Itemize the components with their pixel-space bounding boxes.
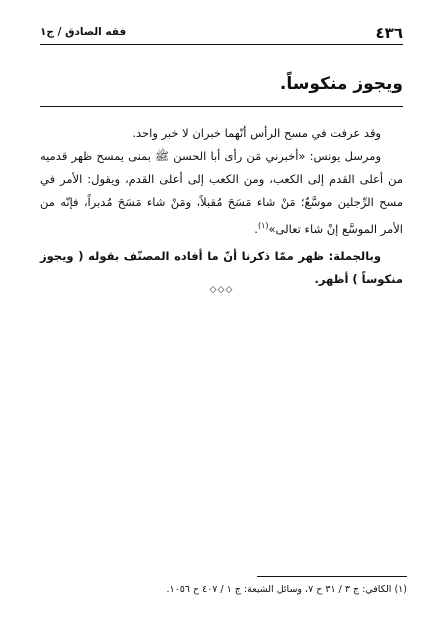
page-header	[40, 24, 403, 44]
running-title: فقه الصادق / ج١	[40, 26, 127, 38]
section-divider	[40, 106, 403, 107]
paragraph-1: وقد عرفت في مسح الرأس أنّهما خبران لا خبر واحد.	[132, 126, 381, 140]
footnote-divider	[257, 576, 407, 577]
section-heading: ويجوز منكوساً.	[279, 74, 403, 94]
header-divider	[40, 44, 403, 45]
body-text	[40, 122, 403, 291]
footnote: (١) الكافي: ج ٣ / ٣١ ح ٧، وسائل الشيعة: ج ١ / ٤٠٧ ح ١٠٥٦.	[166, 584, 407, 595]
paragraph-2-text: ومرسل يونس: «أخبرني مَن رأى أبا الحسن ﷺ بمنى يمسح ظهر قدميه من أعلى القدم إلى الكعب، ومن الكعب إلى أعلى القدم، ويقول: الأمر في مسح الرِّجلين موسَّعٌ؛ مَنْ شاء مَسَحَ مُقبلاً، ومَنْ شاء مَسَحَ مُدبراً، فإنّه من الأمر الموسَّع إنْ شاء تعالى»	[40, 149, 403, 236]
paragraph-2-end: .	[254, 221, 258, 236]
page-number: ٤٣٦	[375, 24, 403, 42]
paragraph-3: وبالجملة: ظهر ممّا ذكرنا أنّ ما أفاده المصنّف بقوله ( ويجوز منكوساً ) أظهر.	[40, 248, 403, 286]
paragraph-2	[40, 145, 403, 241]
footnote-reference[interactable]: (١)	[257, 221, 269, 230]
section-ornament: ◇◇◇	[209, 285, 234, 295]
